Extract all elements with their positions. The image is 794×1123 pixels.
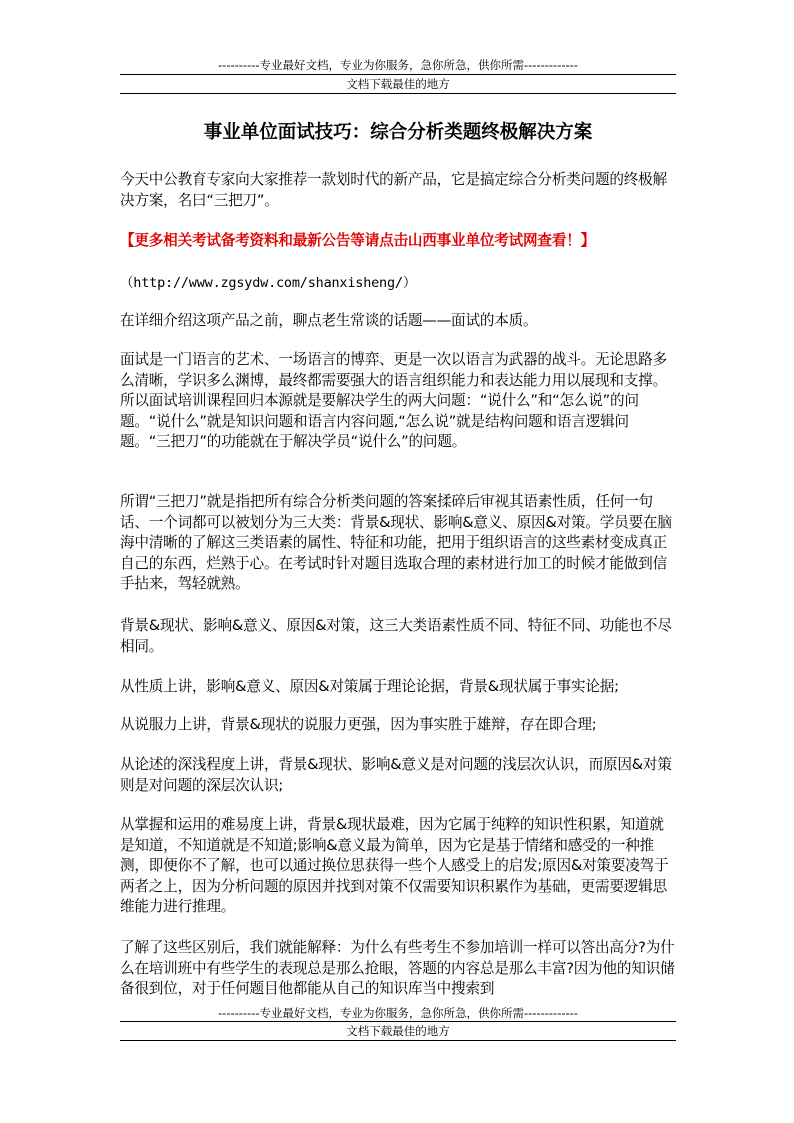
- footer-divider-bottom: [120, 1040, 676, 1041]
- header-divider: [120, 74, 676, 75]
- paragraph-intro: 今天中公教育专家向大家推荐一款划时代的新产品，它是搞定综合分析类问题的终极解决方案，名曰“三把刀”。: [120, 171, 667, 209]
- page-title: 事业单位面试技巧：综合分析类题终极解决方案: [203, 122, 593, 143]
- paragraph-depth: 从论述的深浅程度上讲，背景&现状、影响&意义是对问题的浅层次认识，而原因&对策则是对问题的深层次认识;: [120, 756, 672, 794]
- header-slogan: ----------专业最好文档，专业为你服务，急你所急，供你所需-------------: [218, 58, 578, 72]
- paragraph-persuasion: 从说服力上讲，背景&现状的说服力更强，因为事实胜于雄辩，存在即合理;: [120, 716, 597, 733]
- paragraph-conclusion: 了解了这些区别后，我们就能解释：为什么有些考生不参加培训一样可以答出高分?为什么在培训班中有些学生的表现总是那么抢眼，答题的内容总是那么丰富?因为他的知识储备很到位，对于任何题目他都能从自己的知识库当中搜索到: [120, 939, 675, 997]
- url-link[interactable]: （http://www.zgsydw.com/shanxisheng/）: [120, 275, 417, 291]
- paragraph-difficulty: 从掌握和运用的难易度上讲，背景&现状最难，因为它属于纯粹的知识性积累，知道就是知道，不知道就是不知道;影响&意义最为简单，因为它是基于情绪和感受的一种推测，即便你不了解，也可以通过换位思获得一些个人感受上的启发;原因&对策要凌驾于两者之上，因为分析问题的原因并找到对策不仅需要知识积累作为基础，更需要逻辑思维能力进行推理。: [120, 816, 669, 915]
- promo-link[interactable]: 【更多相关考试备考资料和最新公告等请点击山西事业单位考试网查看！】: [120, 232, 595, 249]
- paragraph-three-knives: 所谓“三把刀”就是指把所有综合分析类问题的答案揉碎后审视其语素性质，任何一句话、一个词都可以被划分为三大类：背景&现状、影响&意义、原因&对策。学员要在脑海中清晰的了解这三类语素的属性、特征和功能，把用于组织语言的这些素材变成真正自己的东西，烂熟于心。在考试时针对题目选取合理的素材进行加工的时候才能做到信手拈来，驾轻就熟。: [120, 493, 672, 592]
- paragraph-nature: 从性质上讲，影响&意义、原因&对策属于理论论据，背景&现状属于事实论据;: [120, 678, 619, 695]
- footer-slogan: ----------专业最好文档，专业为你服务，急你所急，供你所需-------------: [218, 1006, 578, 1020]
- header-subtitle: 文档下载最佳的地方: [346, 77, 450, 91]
- paragraph-categories: 背景&现状、影响&意义、原因&对策，这三大类语素性质不同、特征不同、功能也不尽相同。: [120, 617, 672, 655]
- paragraph-interview-art: 面试是一门语言的艺术、一场语言的博弈、更是一次以语言为武器的战斗。无论思路多么清晰，学识多么渊博，最终都需要强大的语言组织能力和表达能力用以展现和支撑。所以面试培训课程回归本源就是要解决学生的两大问题：“说什么”和“怎么说”的问题。“说什么”就是知识问题和语言内容问题,“怎么说”就是结构问题和语言逻辑问题。“三把刀”的功能就在于解决学员“说什么”的问题。: [120, 351, 667, 450]
- footer-subtitle: 文档下载最佳的地方: [346, 1024, 450, 1038]
- paragraph-essence: 在详细介绍这项产品之前，聊点老生常谈的话题——面试的本质。: [120, 312, 538, 329]
- header-divider-bottom: [120, 93, 676, 94]
- footer-divider: [120, 1021, 676, 1022]
